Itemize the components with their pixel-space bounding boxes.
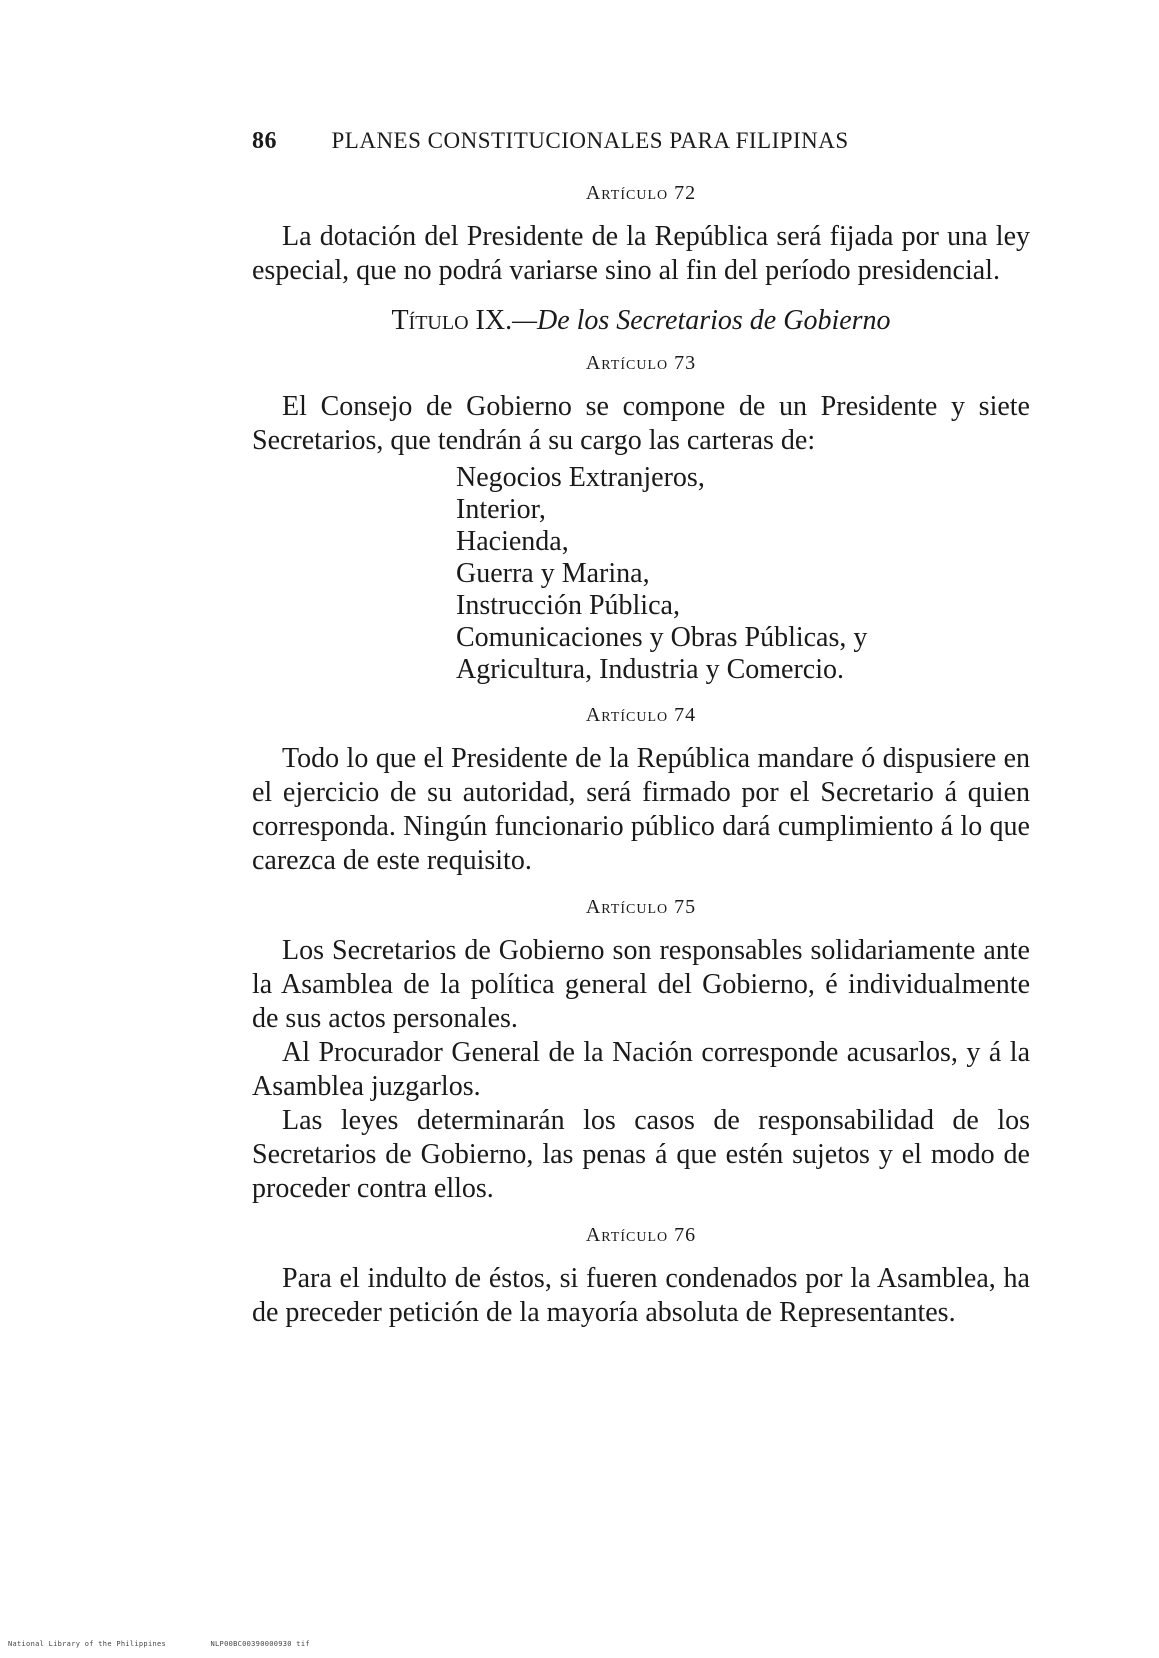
- article-heading: Artículo 75: [585, 896, 697, 918]
- article-paragraph: Al Procurador General de la Nación corresponde acusarlos, y á la Asamblea juzgarlos.: [252, 1037, 1030, 1102]
- article-paragraph: Las leyes determinarán los casos de responsabilidad de los Secretarios de Gobierno, las penas á que estén sujetos y el modo de proceder contra ellos.: [252, 1105, 1030, 1204]
- page-number: 86: [252, 128, 277, 154]
- article-72: [252, 180, 1030, 288]
- article-75: [252, 894, 1030, 1206]
- portfolio-list: [252, 462, 1030, 686]
- list-item: Comunicaciones y Obras Públicas, y: [456, 622, 868, 653]
- title-heading: [252, 304, 1030, 338]
- running-head: [252, 128, 912, 155]
- library-credit: National Library of the Philippines: [8, 1640, 167, 1648]
- article-heading: Artículo 73: [585, 352, 697, 374]
- article-heading: Artículo 76: [585, 1224, 697, 1246]
- article-paragraph: El Consejo de Gobierno se compone de un Presidente y siete Secretarios, que tendrán á su cargo las carteras de:: [252, 391, 1030, 456]
- article-paragraph: Todo lo que el Presidente de la República mandare ó dispusiere en el ejercicio de su autoridad, será firmado por el Secretario á quien corresponda. Ningún funcionario público dará cumplimiento á lo que carezca de este requisito.: [252, 743, 1030, 876]
- list-item: Guerra y Marina,: [456, 558, 650, 589]
- list-item: Hacienda,: [456, 526, 569, 557]
- list-item: Instrucción Pública,: [456, 590, 680, 621]
- book-title: PLANES CONSTITUCIONALES PARA FILIPINAS: [331, 128, 849, 153]
- article-73: [252, 350, 1030, 686]
- scan-code: NLP00BC00390000930 tif: [210, 1640, 310, 1648]
- article-heading: Artículo 74: [585, 704, 697, 726]
- article-paragraph: Para el indulto de éstos, si fueren condenados por la Asamblea, ha de preceder petición de la mayoría absoluta de Representantes.: [252, 1263, 1030, 1328]
- title-subtitle: —De los Secretarios de Gobierno: [512, 305, 891, 336]
- list-item: Interior,: [456, 494, 546, 525]
- list-item: Agricultura, Industria y Comercio.: [456, 654, 845, 685]
- scan-footer: [8, 1640, 350, 1648]
- article-paragraph: La dotación del Presidente de la República será fijada por una ley especial, que no podrá variarse sino al fin del período presidencial.: [252, 221, 1030, 286]
- body-text: [252, 180, 1030, 1346]
- list-item: Negocios Extranjeros,: [456, 462, 705, 493]
- article-heading: Artículo 72: [585, 182, 697, 204]
- title-label: Título IX.: [391, 305, 513, 336]
- article-74: [252, 702, 1030, 878]
- article-76: [252, 1222, 1030, 1330]
- article-paragraph: Los Secretarios de Gobierno son responsables solidariamente ante la Asamblea de la política general del Gobierno, é individualmente de sus actos personales.: [252, 935, 1030, 1034]
